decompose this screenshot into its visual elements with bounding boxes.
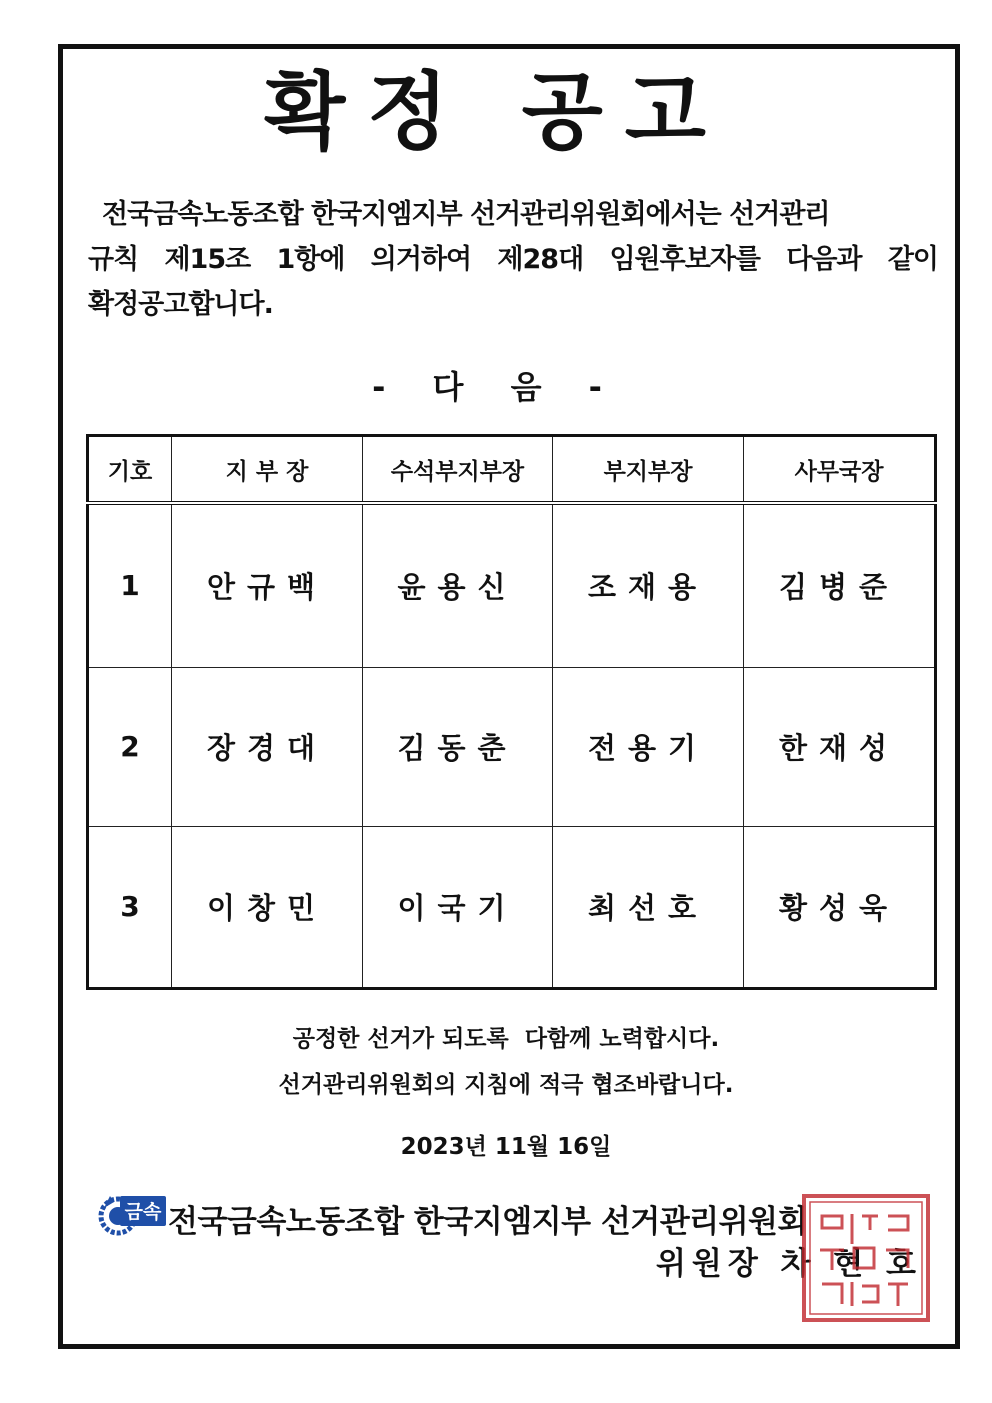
- page-title: 확정 공고: [264, 63, 728, 161]
- intro-paragraph: [88, 192, 938, 327]
- candidate-number: 1: [88, 503, 172, 667]
- table-row: [88, 503, 936, 667]
- candidate-number: 2: [88, 667, 172, 826]
- candidate-name: 최선호: [553, 826, 744, 988]
- next-heading: - 다 음 -: [372, 368, 620, 406]
- candidate-name: 전용기: [553, 667, 744, 826]
- candidate-name: 김병준: [744, 503, 936, 667]
- candidate-name: 안규백: [172, 503, 363, 667]
- candidate-number: 3: [88, 826, 172, 988]
- union-logo-icon: [98, 1186, 170, 1236]
- header-branch-chief: 지 부 장: [172, 436, 363, 504]
- candidate-name: 이국기: [363, 826, 553, 988]
- table-row: [88, 826, 936, 988]
- candidate-name: 황성욱: [744, 826, 936, 988]
- intro-line-3: 확정공고합니다.: [88, 289, 273, 320]
- candidate-name: 조재용: [553, 503, 744, 667]
- notice-date: 2023년 11월 16일: [400, 1134, 612, 1160]
- closing-message: [0, 1016, 992, 1108]
- candidate-name: 윤용신: [363, 503, 553, 667]
- candidate-name: 한재성: [744, 667, 936, 826]
- table-header-row: [88, 436, 936, 504]
- candidate-name: 이창민: [172, 826, 363, 988]
- logo-text: 금속: [124, 1201, 162, 1223]
- candidate-name: 김동춘: [363, 667, 553, 826]
- intro-line-2: 규칙 제15조 1항에 의거하여 제28대 임원후보자를 다음과 같이: [88, 244, 938, 275]
- closing-line-2: 선거관리위원회의 지침에 적극 협조바랍니다.: [278, 1072, 734, 1098]
- header-senior-vice-chief: 수석부지부장: [363, 436, 553, 504]
- table-row: [88, 667, 936, 826]
- intro-line-1: 전국금속노동조합 한국지엠지부 선거관리위원회에서는 선거관리: [102, 199, 830, 230]
- committee-chair: 위원장 차 현 호: [655, 1246, 922, 1282]
- official-seal-icon: [800, 1192, 932, 1324]
- issuing-organization: 전국금속노동조합 한국지엠지부 선거관리위원회: [168, 1204, 807, 1240]
- header-number: 기호: [88, 436, 172, 504]
- closing-line-1: 공정한 선거가 되도록 다함께 노력합시다.: [292, 1026, 720, 1052]
- candidate-name: 장경대: [172, 667, 363, 826]
- header-secretary-general: 사무국장: [744, 436, 936, 504]
- header-vice-chief: 부지부장: [553, 436, 744, 504]
- candidate-table: [86, 434, 937, 990]
